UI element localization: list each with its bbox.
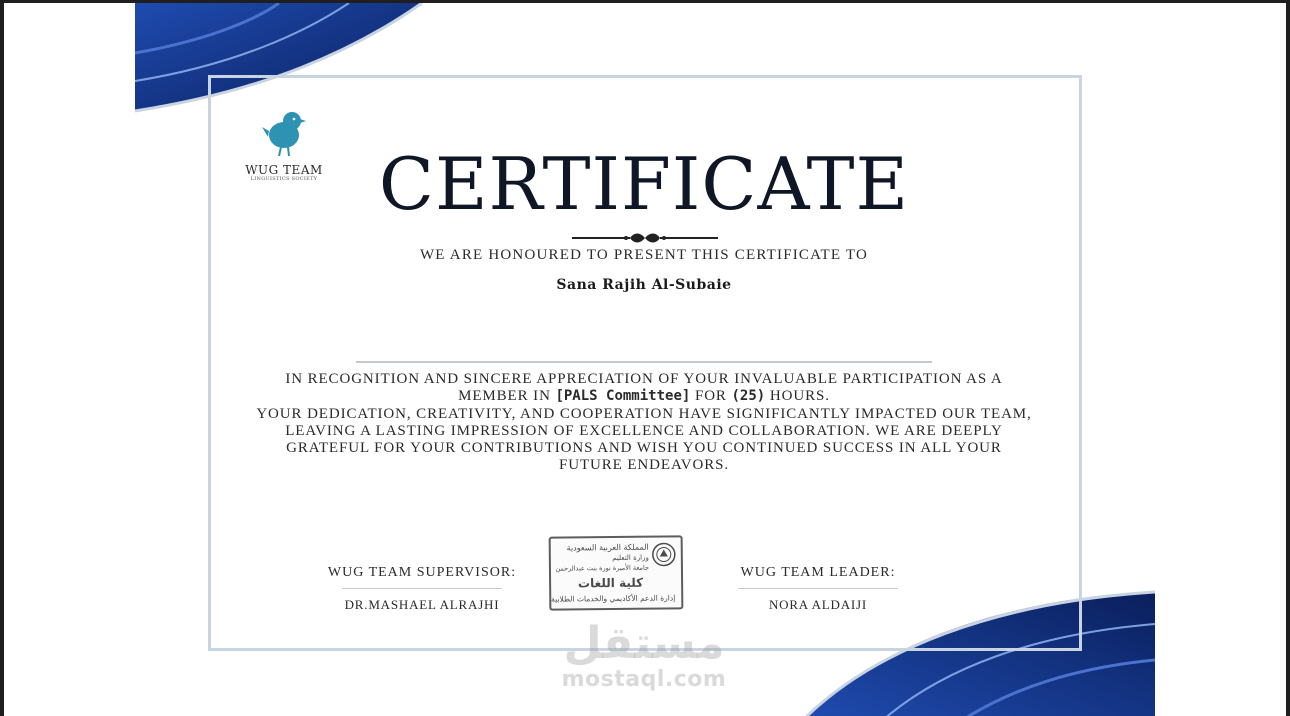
signature-line [738,588,898,589]
hours-value: (25) [731,388,766,405]
official-stamp [549,535,684,610]
body-line-committee [254,388,1034,405]
body-line: FUTURE ENDEAVORS. [558,457,730,474]
body-line: YOUR DEDICATION, CREATIVITY, AND COOPERATION HAVE SIGNIFICANTLY IMPACTED OUR TEAM, [256,405,1032,422]
recipient-name: Sana Rajih Al-Subaie [556,277,732,293]
body-line: IN RECOGNITION AND SINCERE APPRECIATION OF YOUR INVALUABLE PARTICIPATION AS A [285,371,1003,387]
body-text-fragment: HOURS. [765,388,830,405]
certificate-body [254,371,1034,475]
leader-signature [718,565,918,613]
stamp-line: كلية اللغات [577,575,644,591]
logo-subtitle: LINGUISTICS SOCIETY [250,176,318,182]
watermark-latin: mostaql.com [561,667,727,692]
signature-line [342,588,502,589]
body-text-fragment: MEMBER IN [458,388,556,405]
supervisor-name: DR.MASHAEL ALRAJHI [344,597,500,612]
body-text-fragment: FOR [690,388,732,405]
stamp-line: وزارة التعليم [612,553,649,563]
body-line: LEAVING A LASTING IMPRESSION OF EXCELLENCE AND COLLABORATION. WE ARE DEEPLY [285,422,1003,439]
university-seal-icon [651,541,677,567]
mostaql-watermark [524,618,764,693]
supervisor-role: WUG TEAM SUPERVISOR: [327,565,517,580]
logo-name: WUG TEAM [245,163,323,177]
body-line: GRATEFUL FOR YOUR CONTRIBUTIONS AND WISH YOU CONTINUED SUCCESS IN ALL YOUR [286,440,1002,457]
committee-name: [PALS Committee] [555,388,691,405]
presentation-line: WE ARE HONOURED TO PRESENT THIS CERTIFICATE TO [419,247,869,263]
leader-role: WUG TEAM LEADER: [740,565,896,580]
stamp-line: إدارة الدعم الأكاديمي والخدمات الطلابية [551,593,676,604]
stamp-line: جامعة الأميرة نورة بنت عبدالرحمن [555,563,649,573]
certificate-title: CERTIFICATE [378,142,910,226]
leader-name: NORA ALDAIJI [768,597,868,612]
supervisor-signature [322,565,522,613]
ornament-divider [570,231,720,245]
bird-icon [262,109,306,157]
content-divider [356,361,932,363]
stamp-line: المملكة العربية السعودية [566,542,649,553]
watermark-arabic: مستقل [563,618,725,669]
certificate-sheet [4,3,1286,716]
